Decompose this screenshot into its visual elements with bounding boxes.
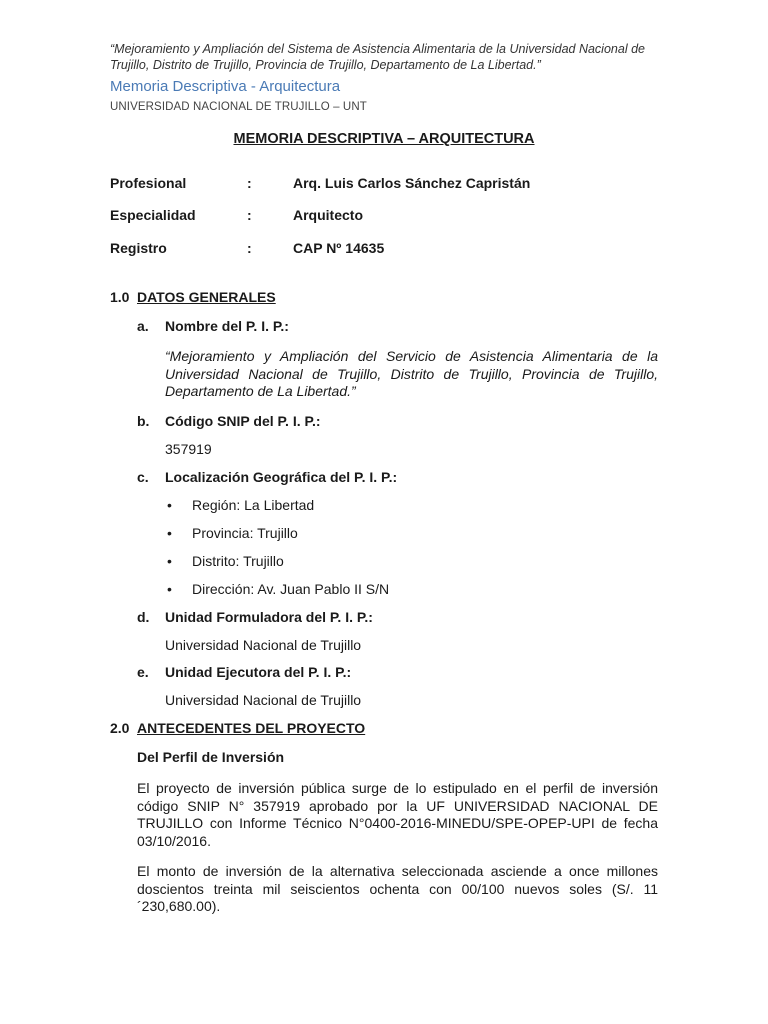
list-item-text: Distrito: Trujillo: [192, 553, 284, 569]
section-number: 1.0: [110, 289, 130, 305]
item-label: Unidad Formuladora del P. I. P.:: [165, 609, 373, 625]
item-letter: e.: [137, 664, 149, 680]
item-label: Nombre del P. I. P.:: [165, 318, 289, 334]
bullet-icon: •: [167, 525, 172, 541]
subsection-heading: Del Perfil de Inversión: [137, 749, 285, 765]
info-row-registro: [110, 240, 610, 260]
info-label: Registro: [110, 240, 167, 256]
info-colon: :: [247, 207, 252, 223]
header-project-quote: “Mejoramiento y Ampliación del Sistema de Asistencia Alimentaria de la Universidad Nacional de Trujillo, Distrito de Trujillo, Provincia de Trujillo, Departamento de La Libertad.”: [110, 42, 645, 72]
list-item-text: Región: La Libertad: [192, 497, 315, 513]
info-colon: :: [247, 240, 252, 256]
section-heading: DATOS GENERALES: [137, 289, 276, 305]
project-name-text: “Mejoramiento y Ampliación del Servicio de Asistencia Alimentaria de la Universidad Nacional de Trujillo, Distrito de Trujillo, Provincia de Trujillo, Departamento de La Libertad.”: [165, 348, 658, 399]
item-letter: b.: [137, 413, 150, 429]
item-label: Código SNIP del P. I. P.:: [165, 413, 321, 429]
section-heading: ANTECEDENTES DEL PROYECTO: [137, 720, 366, 736]
list-item-text: Provincia: Trujillo: [192, 525, 298, 541]
info-value: Arquitecto: [293, 207, 363, 223]
info-label: Profesional: [110, 175, 187, 191]
header-institution: UNIVERSIDAD NACIONAL DE TRUJILLO – UNT: [110, 101, 367, 113]
bullet-icon: •: [167, 553, 172, 569]
item-letter: d.: [137, 609, 150, 625]
page-title: MEMORIA DESCRIPTIVA – ARQUITECTURA: [233, 131, 535, 147]
bullet-icon: •: [167, 581, 172, 597]
item-letter: c.: [137, 469, 149, 485]
paragraph: El proyecto de inversión pública surge de lo estipulado en el perfil de inversión código SNIP N° 357919 aprobado por la UF UNIVERSIDAD NACIONAL DE TRUJILLO con Informe Técnico N°0400-2016-MINEDU/SPE-OPEP-UPI de fecha 03/10/2016.: [137, 780, 658, 849]
item-letter: a.: [137, 318, 149, 334]
formulating-unit-value: Universidad Nacional de Trujillo: [165, 637, 362, 653]
info-label: Especialidad: [110, 207, 196, 223]
paragraph: El monto de inversión de la alternativa seleccionada asciende a once millones doscientos treinta mil seiscientos ochenta con 00/100 nuevos soles (S/. 11´230,680.00).: [137, 863, 658, 914]
info-colon: :: [247, 175, 252, 191]
list-item-text: Dirección: Av. Juan Pablo II S/N: [192, 581, 390, 597]
info-row-profesional: [110, 175, 610, 195]
info-value: Arq. Luis Carlos Sánchez Capristán: [293, 175, 531, 191]
info-value: CAP Nº 14635: [293, 240, 385, 256]
snip-code-value: 357919: [165, 441, 212, 457]
item-label: Unidad Ejecutora del P. I. P.:: [165, 664, 352, 680]
section-number: 2.0: [110, 720, 130, 736]
executing-unit-value: Universidad Nacional de Trujillo: [165, 692, 362, 708]
header-document-title: Memoria Descriptiva - Arquitectura: [110, 78, 341, 95]
item-label: Localización Geográfica del P. I. P.:: [165, 469, 398, 485]
info-row-especialidad: [110, 207, 610, 227]
bullet-icon: •: [167, 497, 172, 513]
